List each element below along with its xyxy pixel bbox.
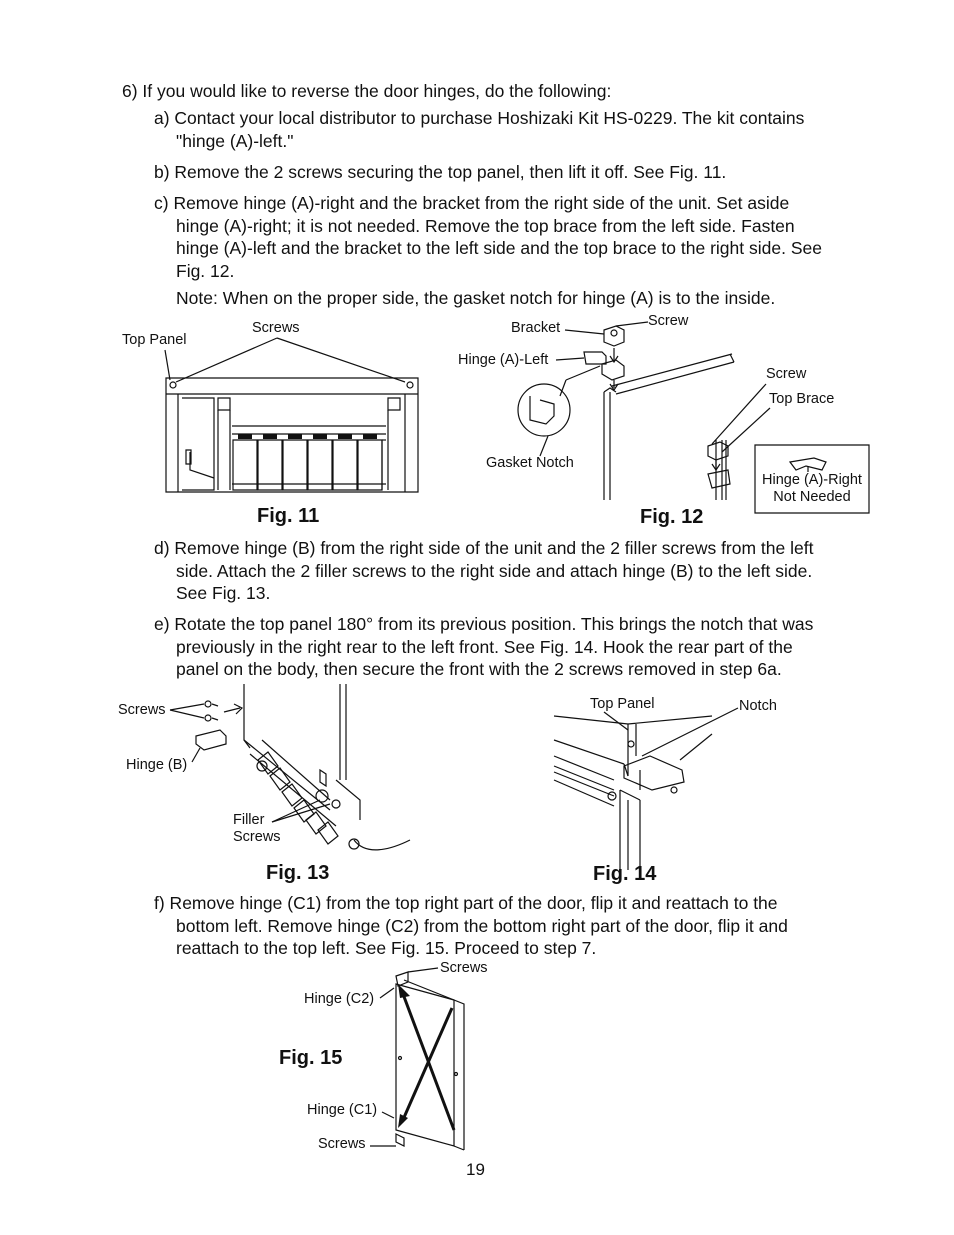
fig-12-gasket-notch-label: Gasket Notch — [486, 455, 574, 471]
fig-12-screw-top-label: Screw — [648, 313, 689, 329]
fig-14-notch-label: Notch — [739, 698, 777, 714]
fig-12-top-brace-label: Top Brace — [769, 391, 835, 407]
fig-14-top-panel-label: Top Panel — [590, 696, 655, 712]
fig-14-caption: Fig. 14 — [593, 863, 657, 885]
fig-11-top-panel-label: Top Panel — [122, 332, 187, 348]
fig-13-filler-screws-label: Filler Screws — [233, 812, 281, 845]
fig-12-caption: Fig. 12 — [640, 506, 704, 528]
step-6e: e) Rotate the top panel 180° from its previous position. This brings the notch that was previously in the right rear to the left front. See Fig. 14. Hook the rear part of the panel on the body, then secure the front with the 2 screws removed in step 6a. — [154, 614, 814, 679]
step-6-intro: 6) If you would like to reverse the door hinges, do the following: — [122, 81, 612, 101]
fig-15-hinge-c1-label: Hinge (C1) — [307, 1102, 378, 1118]
fig-13-hinge-b-label: Hinge (B) — [126, 757, 188, 773]
fig-13-screws-label: Screws — [118, 702, 166, 718]
step-6f: f) Remove hinge (C1) from the top right part of the door, flip it and reattach to the bottom left. Remove hinge (C2) from the bottom right part of the door, flip it and reattach to the top left. See Fig. 15. Proceed to step 7. — [154, 893, 788, 958]
fig-15-screws-bottom-label: Screws — [318, 1136, 366, 1152]
fig-11-screws-label: Screws — [252, 320, 300, 336]
page-number: 19 — [466, 1160, 485, 1179]
fig-12-not-needed-label: Hinge (A)-Right Not Needed — [762, 472, 862, 505]
step-6b: b) Remove the 2 screws securing the top panel, then lift it off. See Fig. 11. — [154, 162, 727, 182]
fig-12-hinge-a-left-label: Hinge (A)-Left — [458, 352, 549, 368]
fig-13-caption: Fig. 13 — [266, 862, 330, 884]
step-6-note: Note: When on the proper side, the gasket notch for hinge (A) is to the inside. — [176, 288, 776, 308]
fig-15-screws-top-label: Screws — [440, 960, 488, 976]
fig-12-bracket-label: Bracket — [511, 320, 561, 336]
step-6c: c) Remove hinge (A)-right and the bracket from the right side of the unit. Set aside hinge (A)-right; it is not needed. Remove the top brace from the left side. Fasten hinge (A)-left and the bracket to the left side and the top brace to the right side. See Fig. 12. — [154, 193, 822, 281]
fig-12-screw-right-label: Screw — [766, 366, 807, 382]
step-6d: d) Remove hinge (B) from the right side of the unit and the 2 filler screws from the left side. Attach the 2 filler screws to the right side and attach hinge (B) to the left side. See Fig. 13. — [154, 538, 814, 603]
fig-11-caption: Fig. 11 — [257, 505, 320, 527]
fig-15-caption: Fig. 15 — [279, 1047, 343, 1069]
fig-15-hinge-c2-label: Hinge (C2) — [304, 991, 375, 1007]
step-6a: a) Contact your local distributor to purchase Hoshizaki Kit HS-0229. The kit contains "hinge (A)-left." — [154, 108, 805, 151]
